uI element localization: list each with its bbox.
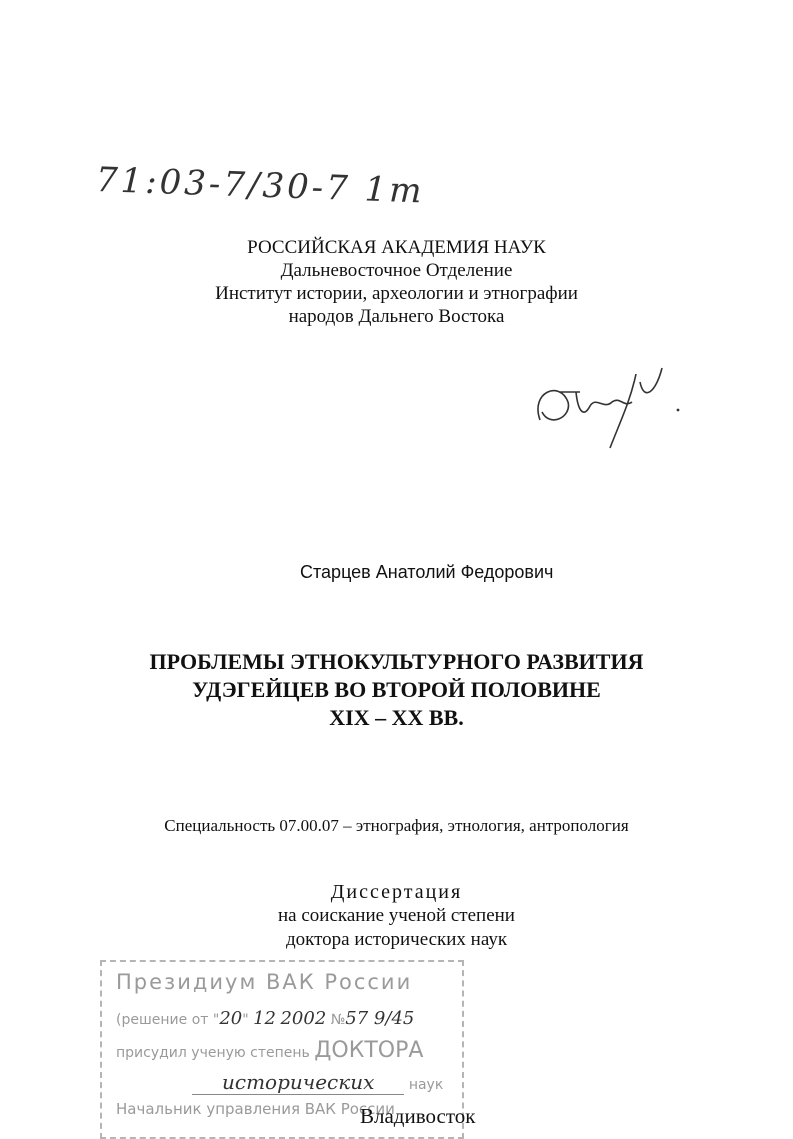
stamp-authority: Президиум ВАК России	[116, 970, 413, 994]
signature	[520, 362, 690, 452]
org-name: РОССИЙСКАЯ АКАДЕМИЯ НАУК	[247, 237, 546, 258]
org-branch: Дальневосточное Отделение	[280, 260, 513, 281]
org-institute-cont: народов Дальнего Востока	[288, 306, 505, 327]
degree-name: доктора исторических наук	[285, 929, 508, 950]
dissertation-title	[0, 648, 793, 732]
stamp-date-day: 20	[219, 1008, 243, 1029]
degree-purpose: на соискание ученой степени	[278, 905, 515, 926]
title-line-2: УДЭГЕЙЦЕВ ВО ВТОРОЙ ПОЛОВИНЕ	[192, 677, 601, 702]
organization-header	[0, 236, 793, 328]
city: Владивосток	[360, 1104, 476, 1128]
dissertation-label: Диссертация	[330, 881, 463, 903]
stamp-degree: ДОКТОРА	[314, 1038, 424, 1063]
stamp-field	[192, 1070, 443, 1094]
stamp-field-value: исторических	[192, 1070, 404, 1095]
specialty: Специальность 07.00.07 – этнография, этнология, антропология	[164, 816, 629, 835]
author-name: Старцев Анатолий Федорович	[300, 562, 554, 582]
archive-number: 71:03-7/30-7 1т	[95, 160, 426, 212]
stamp-number: 57 9/45	[345, 1008, 415, 1029]
stamp-decision: (решение от "20" 12 2002 №57 9/45	[116, 1008, 415, 1029]
stamp-decision-prefix: (решение от "	[116, 1012, 220, 1028]
title-line-3: XIX – XX ВВ.	[329, 705, 464, 730]
dissertation-type	[0, 880, 793, 952]
stamp-award	[116, 1038, 423, 1063]
stamp-date-year: 2002	[280, 1008, 327, 1029]
stamp-number-label: №	[330, 1012, 346, 1028]
stamp-field-suffix: наук	[408, 1077, 444, 1093]
stamp-award-prefix: присудил ученую степень	[116, 1045, 310, 1061]
stamp-official: Начальник управления ВАК России	[116, 1100, 395, 1118]
org-institute: Институт истории, археологии и этнографии	[215, 283, 578, 304]
stamp-date-month: 12	[253, 1008, 277, 1029]
title-line-1: ПРОБЛЕМЫ ЭТНОКУЛЬТУРНОГО РАЗВИТИЯ	[149, 649, 644, 674]
